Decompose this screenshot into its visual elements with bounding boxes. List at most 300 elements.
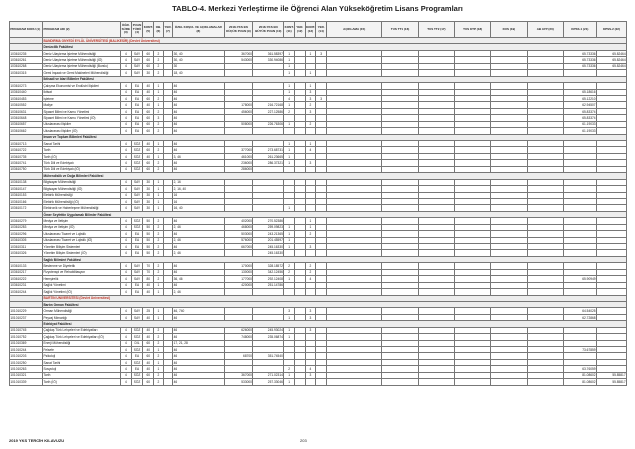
col-kosul: ÖZEL KOŞUL VE AÇIKLAMALAR (8) (173, 22, 224, 38)
table-cell: Maliye (43, 102, 121, 108)
table-cell: 245.93024 (253, 327, 284, 333)
table-cell: 103610662 (10, 128, 43, 134)
table-cell: 101010745 (10, 327, 43, 333)
table-cell: 46 (173, 282, 224, 288)
table-cell: Fizyoterapi ve Rehabilitasyon (43, 269, 121, 275)
table-cell: 4 (121, 263, 132, 269)
table-cell: 1 (305, 224, 316, 230)
table-cell: 65.73336 (563, 57, 596, 63)
faculty-name: İnsan ve Toplum Bilimleri Fakültesi (43, 134, 627, 140)
table-cell: 1 (305, 83, 316, 89)
table-cell: SÖZ (131, 224, 143, 230)
table-cell: 367000 (224, 50, 253, 56)
table-cell: SÖZ (131, 347, 143, 353)
table-cell: 2 (154, 224, 164, 230)
table-cell: 2 (284, 366, 295, 372)
table-cell: 2 (154, 57, 164, 63)
table-cell: 101010752 (10, 334, 43, 340)
table-cell: 46 (173, 147, 224, 153)
table-cell: 103610231 (10, 282, 43, 288)
table-cell: 4 (121, 63, 132, 69)
table-cell: 103610279 (10, 218, 43, 224)
table-cell: 2, 46 (173, 224, 224, 230)
table-cell: 1 (284, 121, 295, 127)
table-cell: 30 (173, 63, 224, 69)
table-cell: 103610305 (10, 237, 43, 243)
table-cell: Hemşirelik (43, 276, 121, 282)
table-cell: 4 (121, 282, 132, 288)
table-cell: Türk Dili ve Edebiyatı (43, 160, 121, 166)
table-cell: 4 (121, 160, 132, 166)
table-cell: 60 (143, 160, 154, 166)
university-name: BARTIN ÜNİVERSİTESİ (Devlet Üniversitesi) (43, 295, 627, 301)
table-cell: 101010237 (10, 314, 43, 320)
table-cell: 2 (154, 108, 164, 114)
table-row (10, 379, 627, 385)
table-cell: 2, 46 (173, 289, 224, 295)
table-cell: 3 (316, 50, 327, 56)
table-cell: 3 (305, 372, 316, 378)
table-cell: Uluslararası İlişkiler (43, 121, 121, 127)
table-cell: 4 (121, 179, 132, 185)
table-cell: 4 (121, 276, 132, 282)
table-cell: SAY (131, 186, 143, 192)
table-cell: 103610172 (10, 205, 43, 211)
table-cell: 103610722 (10, 147, 43, 153)
table-cell: 1 (284, 379, 295, 385)
table-cell: 2 (154, 70, 164, 76)
table-cell: 60 (143, 95, 154, 101)
table-cell: 2 (305, 263, 316, 269)
table-cell: 25 (143, 308, 154, 314)
col-tus1: TUS TT1 (16) (382, 22, 418, 38)
table-cell: 50 (143, 250, 154, 256)
table-cell: 2 (305, 121, 316, 127)
table-cell: 1 (154, 205, 164, 211)
table-cell: 40 (143, 314, 154, 320)
table-cell: 1 (154, 153, 164, 159)
table-cell: 80 (143, 276, 154, 282)
table-cell: Elektrik Mühendisliği (43, 192, 121, 198)
table-cell: 1 (284, 160, 295, 166)
table-cell: 60 (143, 166, 154, 172)
table-cell: SÖZ (131, 147, 143, 153)
table-cell: 40 (143, 347, 154, 353)
table-cell: 3 (305, 308, 316, 314)
table-cell: 2 (284, 108, 295, 114)
table-cell: Çalışma Ekonomisi ve Endüstri İlişkileri (43, 83, 121, 89)
table-cell: Tarih (43, 147, 121, 153)
table-cell: Siyaset Bilimi ve Kamu Yönetimi (43, 108, 121, 114)
table-cell: 46 (173, 327, 224, 333)
table-cell: 60 (143, 128, 154, 134)
table-cell: 101010203 (10, 353, 43, 359)
table-cell: Çağdaş Türk Lehçeleri ve Edebiyatları (İÖ) (43, 334, 121, 340)
table-cell: 65.73336 (563, 63, 596, 69)
table-cell: 3 (305, 327, 316, 333)
table-cell: 2 (154, 128, 164, 134)
table-cell: Uluslararası Ticaret ve Lojistik (43, 231, 121, 237)
table-cell: EA (131, 366, 143, 372)
col-kont2: KONT. (11) (284, 22, 295, 38)
table-cell: 40 (143, 334, 154, 340)
table-cell: Sağlık Yönetimi (İÖ) (43, 289, 121, 295)
table-cell: 1 (305, 50, 316, 56)
table-cell: 103610222 (10, 276, 43, 282)
table-cell: 46 (173, 269, 224, 275)
table-cell: 4 (121, 166, 132, 172)
table-cell: EA (131, 89, 143, 95)
col-kont: KONT. (5) (143, 22, 154, 38)
table-cell: 46 (173, 160, 224, 166)
table-cell (527, 379, 563, 385)
table-cell: SÖZ (131, 334, 143, 340)
table-cell: 2 (154, 353, 164, 359)
table-cell: 2 (305, 102, 316, 108)
table-cell: 1 (284, 147, 295, 153)
table-cell: Uluslararası Ticaret ve Lojistik (İÖ) (43, 237, 121, 243)
table-cell: Tarih (43, 372, 121, 378)
table-cell: 103610552 (10, 102, 43, 108)
table-cell: Deniz Ulaştırma İşletme Mühendisliği (İÖ) (43, 57, 121, 63)
table-cell: 461000 (224, 153, 253, 159)
table-cell: 1 (284, 50, 295, 56)
table-cell: 46 (173, 372, 224, 378)
table-cell: 227.12586 (253, 108, 284, 114)
footer-guide-label: 2019 YKS TERCİH KILAVUZU (9, 438, 65, 443)
table-cell: 46 (173, 314, 224, 320)
table-cell: 30 (143, 192, 154, 198)
table-cell: EA (131, 231, 143, 237)
table-cell: 60 (143, 57, 154, 63)
table-cell: 4 (121, 366, 132, 372)
table-cell: 65.73336 (563, 50, 596, 56)
table-cell: 46, 740 (173, 308, 224, 314)
table-cell: Çağdaş Türk Lehçeleri ve Edebiyatları (43, 327, 121, 333)
table-cell: 468000 (224, 224, 253, 230)
table-cell: 50 (143, 244, 154, 250)
table-cell: 4 (121, 231, 132, 237)
table-cell: 46 (173, 347, 224, 353)
table-cell: 4 (121, 141, 132, 147)
table-cell: 170000 (224, 263, 253, 269)
table-cell: 2 (284, 269, 295, 275)
table-cell: 50 (143, 224, 154, 230)
col-yer: YER. (7) (163, 22, 173, 38)
table-cell: SAY (131, 205, 143, 211)
table-cell: 286.37321 (253, 160, 284, 166)
table-cell: 2 (154, 372, 164, 378)
table-cell: 4 (121, 224, 132, 230)
table-cell: 103610217 (10, 269, 43, 275)
table-cell: 4 (121, 353, 132, 359)
table-cell (455, 379, 491, 385)
table-cell: 30 (143, 179, 154, 185)
table-cell: 60 (143, 147, 154, 153)
table-cell: 36, 46 (173, 276, 224, 282)
table-cell: 4 (121, 237, 132, 243)
faculty-name: Bartın Orman Fakültesi (43, 301, 627, 307)
table-cell: 2 (154, 379, 164, 385)
table-cell: 46 (173, 166, 224, 172)
table-cell: 2 (154, 237, 164, 243)
table-cell: 4 (121, 340, 132, 346)
table-cell: 103610453 (10, 95, 43, 101)
table-cell: 101010250 (10, 359, 43, 365)
table-cell: 103610296 (10, 231, 43, 237)
table-cell: 1 (284, 276, 295, 282)
table-cell: Bilgisayar Mühendisliği (İÖ) (43, 186, 121, 192)
table-cell: EA (131, 121, 143, 127)
table-cell (305, 379, 316, 385)
table-cell: 367000 (224, 372, 253, 378)
col-kpss2: KPSS-2 (22) (596, 22, 626, 38)
table-cell: 4 (121, 153, 132, 159)
table-cell: 1 (154, 198, 164, 204)
table-cell: 65.82464 (596, 57, 626, 63)
table-cell: 576000 (224, 237, 253, 243)
col-program-kodu: PROGRAM KODU (1) (10, 22, 43, 38)
table-cell: 60 (143, 121, 154, 127)
table-cell: 3 (305, 95, 316, 101)
table-cell: Peyzaj Mimarlığı (43, 314, 121, 320)
table-cell: EA (131, 128, 143, 134)
table-cell: 81.08602 (563, 379, 596, 385)
table-cell: 2 (305, 231, 316, 237)
table-cell: 257.33046 (253, 379, 284, 385)
table-cell: EA (131, 95, 143, 101)
table-cell: EA (131, 83, 143, 89)
table-cell: 330.94086 (253, 57, 284, 63)
table-cell: 2 (154, 218, 164, 224)
table-cell (316, 379, 327, 385)
table-cell: İktisat (43, 89, 121, 95)
table-cell: SÖZ (131, 379, 143, 385)
table-cell: 1 (284, 205, 295, 211)
table-cell: 1 (154, 179, 164, 185)
table-cell: 4 (305, 147, 316, 153)
table-cell: 4 (121, 89, 132, 95)
table-cell: 1 (154, 141, 164, 147)
table-cell: 64.54025 (563, 308, 596, 314)
table-cell: SAY (131, 276, 143, 282)
table-cell (418, 379, 454, 385)
table-cell: 245.16330 (253, 250, 284, 256)
table-cell: 4 (121, 314, 132, 320)
table-cell: 30 (143, 198, 154, 204)
table-cell: 40 (143, 153, 154, 159)
table-cell: 4 (121, 102, 132, 108)
table-cell: 2, 46 (173, 250, 224, 256)
col-en-buyuk: 2018-YKS EN BÜYÜK PUAN (10) (253, 22, 284, 38)
program-table-wrapper (9, 21, 627, 386)
table-cell: 351.74540 (253, 353, 284, 359)
table-cell: SAY (131, 308, 143, 314)
table-cell: 55.85817 (596, 379, 626, 385)
table-cell (382, 379, 418, 385)
table-cell: 46 (173, 334, 224, 340)
table-cell: 130000 (224, 269, 253, 275)
table-cell: 46 (173, 263, 224, 269)
table-cell: 4 (305, 366, 316, 372)
table-cell: 2 (154, 121, 164, 127)
table-cell: 70 (143, 269, 154, 275)
table-cell: EA (131, 250, 143, 256)
col-ayp: AB AYP (20) (527, 22, 563, 38)
table-cell: 1 (284, 153, 295, 159)
table-cell: 40 (143, 102, 154, 108)
table-cell: 3 (154, 115, 164, 121)
table-cell: 4 (121, 147, 132, 153)
table-cell: 68700 (224, 353, 253, 359)
table-cell: 3 (316, 95, 327, 101)
table-cell: 103610326 (10, 250, 43, 256)
table-cell: 30 (143, 186, 154, 192)
table-cell: 1 (154, 359, 164, 365)
table-cell: 2 (154, 334, 164, 340)
table-cell: Sanat Tarihi (43, 359, 121, 365)
table-cell: 65.90949 (563, 276, 596, 282)
table-cell: Türk Dili ve Edebiyatı (İÖ) (43, 166, 121, 172)
table-cell: 3, 46 (173, 153, 224, 159)
table-cell: 1 (154, 83, 164, 89)
table-cell: EA (131, 244, 143, 250)
col-puan-turu: PUAN TÜRÜ (4) (131, 22, 143, 38)
table-cell: 4 (121, 186, 132, 192)
table-cell: 3 (284, 308, 295, 314)
table-cell: Yönetim Bilişim Sistemleri (43, 244, 121, 250)
col-kont3: KONT. (13) (305, 22, 316, 38)
col-dus: DUS (19) (491, 22, 527, 38)
table-cell: Medya ve İletişim (İÖ) (43, 224, 121, 230)
table-cell: 60 (143, 63, 154, 69)
table-cell: 1 (284, 372, 295, 378)
table-cell: 2 (284, 263, 295, 269)
table-cell: 103610315 (10, 70, 43, 76)
table-cell: SAY (131, 57, 143, 63)
table-cell: 61.19033 (563, 128, 596, 134)
table-cell: 1 (154, 282, 164, 288)
table-cell: 236000 (224, 160, 253, 166)
col-tus3: TUS KTP (18) (455, 22, 491, 38)
table-cell: 4 (121, 218, 132, 224)
table-cell: 101010244 (10, 347, 43, 353)
table-cell: 2 (154, 263, 164, 269)
table-cell: 103610153 (10, 192, 43, 198)
table-cell: 46 (173, 141, 224, 147)
table-cell: 62.94507 (563, 102, 596, 108)
table-cell: 50 (143, 237, 154, 243)
table-header-row (10, 22, 627, 38)
table-cell: 40 (143, 141, 154, 147)
table-cell: 216.72168 (253, 102, 284, 108)
faculty-name: Sağlık Bilimleri Fakültesi (43, 256, 627, 262)
table-cell: 50 (143, 231, 154, 237)
table-cell: 103610268 (10, 63, 43, 69)
table-cell: 4 (121, 244, 132, 250)
page-title: TABLO-4. Merkezi Yerleştirme ile Öğrenci Alan Yükseköğretim Lisans Programları (172, 4, 463, 13)
table-cell: 667000 (224, 244, 253, 250)
table-cell: 1 (284, 327, 295, 333)
table-cell: Deniz Ulaştırma İşletme Mühendisliği (Burslu) (43, 63, 121, 69)
table-cell: 18, 40 (173, 70, 224, 76)
table-cell: 65.82464 (596, 63, 626, 69)
table-cell: 508000 (224, 121, 253, 127)
table-cell: SÖZ (131, 359, 143, 365)
table-cell: 4 (121, 372, 132, 378)
table-cell: 4 (121, 115, 132, 121)
table-cell: 2 (154, 147, 164, 153)
table-cell: 16 (173, 192, 224, 198)
table-cell: 1 (154, 89, 164, 95)
table-cell: 103610244 (10, 289, 43, 295)
table-cell: Beslenme ve Diyetetik (43, 263, 121, 269)
table-cell: 103610138 (10, 179, 43, 185)
table-cell: 1 (284, 224, 295, 230)
table-cell: 4 (121, 198, 132, 204)
table-cell: 259.09823 (253, 224, 284, 230)
table-cell: 1 (154, 289, 164, 295)
table-cell: 3 (305, 160, 316, 166)
table-cell: DİL (131, 340, 143, 346)
table-cell: 342.12456 (253, 269, 284, 275)
table-cell: 46 (173, 231, 224, 237)
table-cell: 103610166 (10, 198, 43, 204)
table-cell: 201.45597 (253, 237, 284, 243)
table-cell: 103610311 (10, 244, 43, 250)
table-cell: 261.23665 (253, 153, 284, 159)
table-cell: Tarih (İÖ) (43, 379, 121, 385)
table-cell: 4 (121, 50, 132, 56)
table-cell: Elektronik ve Haberleşme Mühendisliği (43, 205, 121, 211)
table-cell: 103610741 (10, 160, 43, 166)
table-cell: 55.85817 (596, 372, 626, 378)
table-cell: SÖZ (131, 141, 143, 147)
table-cell: 503000 (224, 231, 253, 237)
table-cell: 361.58397 (253, 50, 284, 56)
table-cell: 2 (154, 166, 164, 172)
table-cell: 46 (173, 108, 224, 114)
table-cell: SÖZ (131, 372, 143, 378)
table-cell: 65.12210 (563, 95, 596, 101)
table-cell: 271.02314 (253, 372, 284, 378)
table-cell: SAY (131, 50, 143, 56)
table-cell: 60 (143, 108, 154, 114)
table-cell: 60 (143, 50, 154, 56)
table-cell: 328.18572 (253, 263, 284, 269)
table-cell: 65.83374 (563, 115, 596, 121)
table-cell: EA (131, 108, 143, 114)
table-cell: 4 (121, 95, 132, 101)
table-cell: 2 (154, 250, 164, 256)
table-cell: SAY (131, 263, 143, 269)
table-cell: 1 (305, 70, 316, 76)
table-cell: 2, 16, 40 (173, 186, 224, 192)
table-cell: 1 (305, 218, 316, 224)
table-cell: 4 (284, 95, 295, 101)
program-table (9, 21, 627, 386)
table-cell: 1 (305, 141, 316, 147)
table-cell: 1 (284, 57, 295, 63)
table-cell: Psikoloji (43, 353, 121, 359)
table-cell: 4 (121, 334, 132, 340)
table-cell: 4 (121, 57, 132, 63)
table-cell: 16 (173, 198, 224, 204)
table-cell: 46 (173, 218, 224, 224)
table-cell: 1 (154, 314, 164, 320)
table-cell: 101010339 (10, 379, 43, 385)
table-cell: 3 (305, 108, 316, 114)
